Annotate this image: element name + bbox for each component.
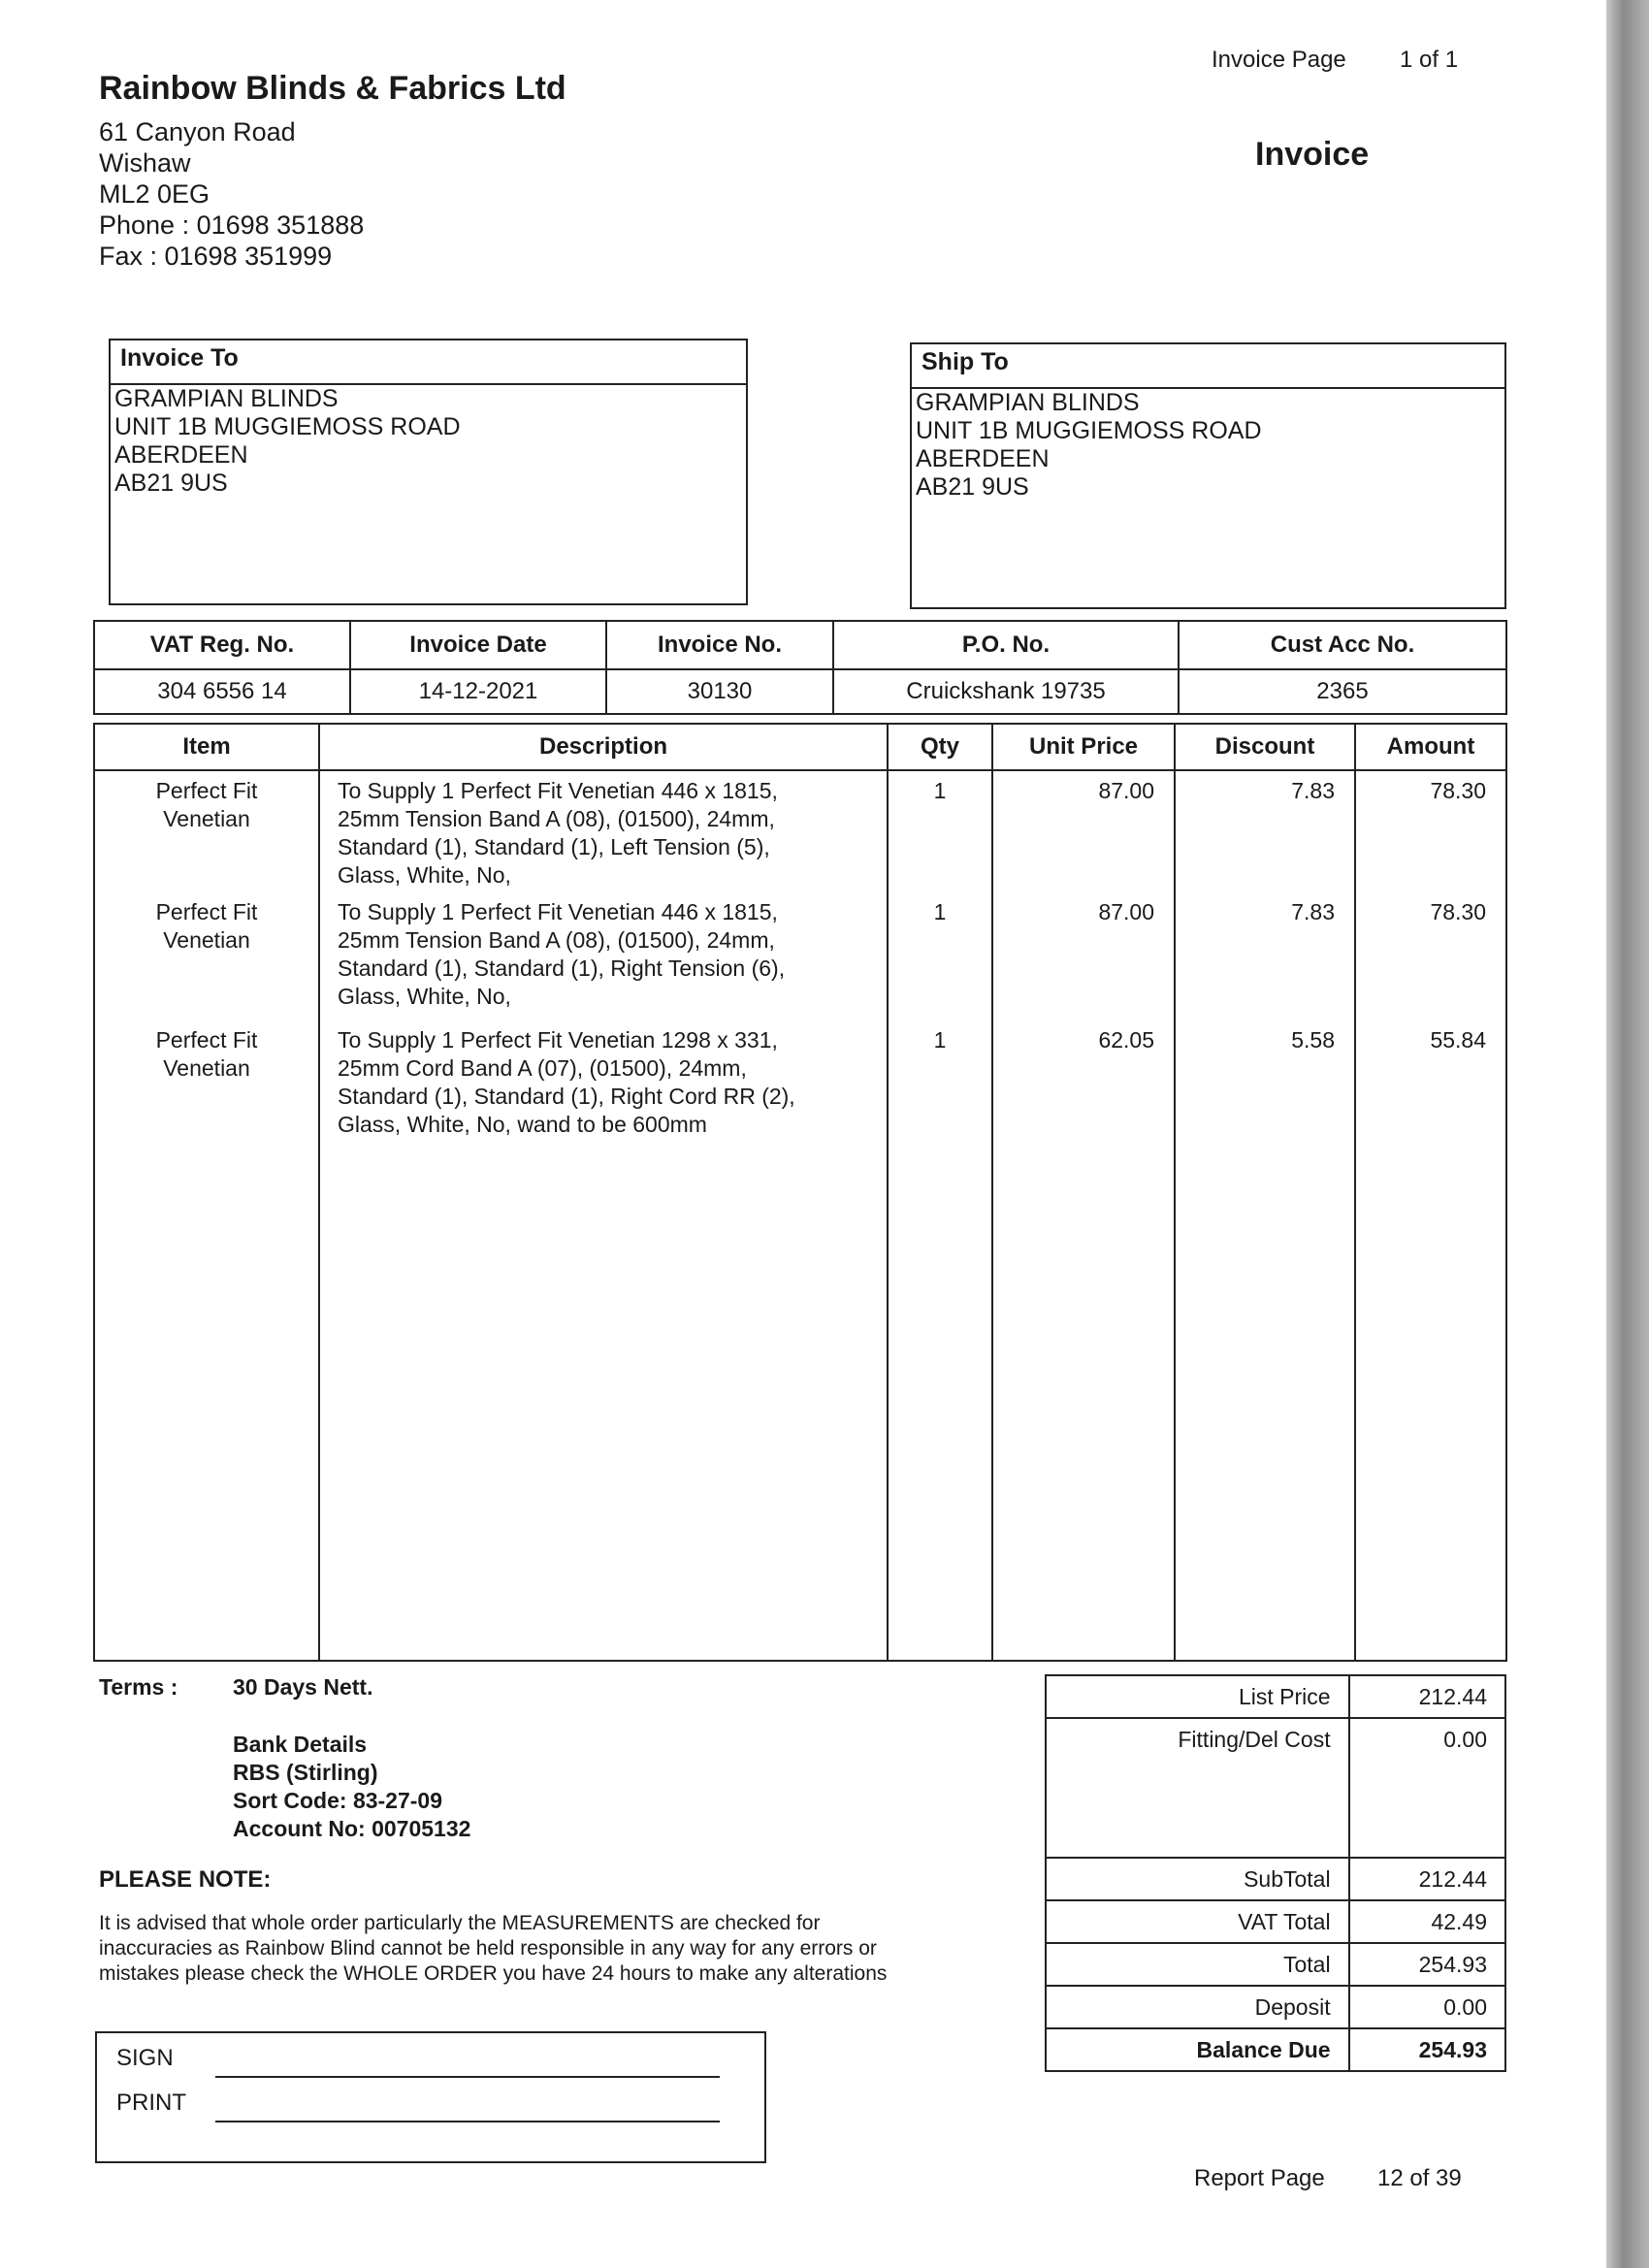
item-description: 25mm Tension Band A (08), (01500), 24mm,: [338, 806, 775, 831]
company-fax: Fax : 01698 351999: [99, 242, 333, 271]
item-description: Glass, White, No,: [338, 862, 511, 888]
subtotal-value: 212.44: [1349, 1858, 1505, 1900]
signature-box: [95, 2031, 766, 2163]
items-header: Discount: [1175, 724, 1355, 770]
item-discount: 7.83: [1175, 770, 1355, 898]
company-name: Rainbow Blinds & Fabrics Ltd: [99, 70, 566, 107]
company-address-line: Wishaw: [99, 148, 191, 178]
note-line: inaccuracies as Rainbow Blind cannot be held responsible in any way for any errors or: [99, 1937, 877, 1960]
note-title: PLEASE NOTE:: [99, 1866, 272, 1893]
item-name: Perfect Fit: [155, 778, 258, 803]
list-price-label: List Price: [1046, 1675, 1349, 1718]
ref-header: Invoice No.: [606, 621, 833, 669]
vat-total-label: VAT Total: [1046, 1900, 1349, 1943]
invoice-to-box: [109, 339, 748, 605]
ship-to-line: ABERDEEN: [916, 445, 1050, 472]
invoice-page-label: Invoice Page: [1212, 47, 1346, 73]
sort-code: Sort Code: 83-27-09: [233, 1788, 443, 1813]
item-amount: 55.84: [1355, 1026, 1506, 1661]
invoice-to-line: UNIT 1B MUGGIEMOSS ROAD: [114, 413, 461, 440]
total-value: 254.93: [1349, 1943, 1505, 1986]
items-header: Item: [94, 724, 319, 770]
account-number: Account No: 00705132: [233, 1816, 471, 1841]
item-description: Standard (1), Standard (1), Right Cord RR (2),: [338, 1084, 795, 1109]
note-line: mistakes please check the WHOLE ORDER you have 24 hours to make any alterations: [99, 1962, 888, 1985]
item-description: To Supply 1 Perfect Fit Venetian 446 x 1815,: [338, 899, 778, 924]
company-phone: Phone : 01698 351888: [99, 211, 365, 240]
fitting-cost-value: 0.00: [1349, 1718, 1505, 1858]
balance-due-label: Balance Due: [1046, 2028, 1349, 2071]
item-unit-price: 87.00: [992, 898, 1175, 1026]
ship-to-line: AB21 9US: [916, 473, 1029, 501]
deposit-value: 0.00: [1349, 1986, 1505, 2028]
line-items-table: [93, 723, 1507, 1662]
item-description: To Supply 1 Perfect Fit Venetian 446 x 1815,: [338, 778, 778, 803]
note-line: It is advised that whole order particularly the MEASUREMENTS are checked for: [99, 1912, 821, 1934]
items-header: Amount: [1355, 724, 1506, 770]
subtotal-label: SubTotal: [1046, 1858, 1349, 1900]
item-name: Perfect Fit: [155, 1027, 258, 1053]
item-name: Venetian: [163, 1055, 250, 1081]
print-label: PRINT: [116, 2090, 186, 2116]
items-header: Unit Price: [992, 724, 1175, 770]
vat-total-value: 42.49: [1349, 1900, 1505, 1943]
list-price-value: 212.44: [1349, 1675, 1505, 1718]
invoice-to-line: ABERDEEN: [114, 441, 248, 469]
totals-table: [1045, 1674, 1506, 2072]
item-description: Standard (1), Standard (1), Left Tension (5),: [338, 834, 770, 859]
item-amount: 78.30: [1355, 898, 1506, 1026]
reference-table: [93, 620, 1507, 715]
po-number-value: Cruickshank 19735: [833, 669, 1179, 714]
item-qty: 1: [888, 1026, 992, 1661]
item-name: Perfect Fit: [155, 899, 258, 924]
invoice-to-line: AB21 9US: [114, 470, 228, 497]
ship-to-line: GRAMPIAN BLINDS: [916, 389, 1140, 416]
vat-reg-value: 304 6556 14: [94, 669, 350, 714]
ship-to-title: Ship To: [912, 344, 1504, 389]
invoice-to-title: Invoice To: [111, 340, 746, 385]
terms-value: 30 Days Nett.: [233, 1674, 373, 1700]
invoice-to-line: GRAMPIAN BLINDS: [114, 385, 339, 412]
ref-header: Cust Acc No.: [1179, 621, 1506, 669]
item-discount: 7.83: [1175, 898, 1355, 1026]
invoice-date-value: 14-12-2021: [350, 669, 606, 714]
item-description: 25mm Tension Band A (08), (01500), 24mm,: [338, 927, 775, 953]
company-address-line: ML2 0EG: [99, 179, 210, 209]
print-line[interactable]: [215, 2119, 720, 2122]
invoice-number-value: 30130: [606, 669, 833, 714]
item-unit-price: 62.05: [992, 1026, 1175, 1661]
table-row: [94, 1026, 1506, 1661]
bank-name: RBS (Stirling): [233, 1760, 378, 1785]
item-description: Glass, White, No, wand to be 600mm: [338, 1112, 707, 1137]
bank-details: [233, 1731, 470, 1843]
fitting-cost-label: Fitting/Del Cost: [1046, 1718, 1349, 1858]
report-page-value: 12 of 39: [1377, 2165, 1462, 2191]
item-description: Standard (1), Standard (1), Right Tension (6),: [338, 956, 786, 981]
table-row: [94, 770, 1506, 898]
bank-details-title: Bank Details: [233, 1732, 368, 1757]
deposit-label: Deposit: [1046, 1986, 1349, 2028]
item-name: Venetian: [163, 806, 250, 831]
terms-label: Terms :: [99, 1674, 178, 1700]
ref-header: Invoice Date: [350, 621, 606, 669]
sign-label: SIGN: [116, 2045, 174, 2071]
table-row: [94, 898, 1506, 1026]
items-header: Description: [319, 724, 888, 770]
note-body: [99, 1911, 991, 1987]
item-description: Glass, White, No,: [338, 984, 511, 1009]
sign-line[interactable]: [215, 2074, 720, 2078]
invoice-page-value: 1 of 1: [1400, 47, 1459, 73]
items-header: Qty: [888, 724, 992, 770]
item-qty: 1: [888, 770, 992, 898]
ship-to-box: [910, 342, 1506, 609]
report-page-label: Report Page: [1194, 2165, 1325, 2191]
item-amount: 78.30: [1355, 770, 1506, 898]
item-qty: 1: [888, 898, 992, 1026]
item-unit-price: 87.00: [992, 770, 1175, 898]
item-name: Venetian: [163, 927, 250, 953]
item-description: 25mm Cord Band A (07), (01500), 24mm,: [338, 1055, 747, 1081]
ref-header: VAT Reg. No.: [94, 621, 350, 669]
company-address-line: 61 Canyon Road: [99, 117, 296, 146]
scan-page-edge: [1606, 0, 1649, 2268]
total-label: Total: [1046, 1943, 1349, 1986]
ship-to-line: UNIT 1B MUGGIEMOSS ROAD: [916, 417, 1262, 444]
document-title: Invoice: [1255, 136, 1370, 173]
balance-due-value: 254.93: [1349, 2028, 1505, 2071]
cust-acc-value: 2365: [1179, 669, 1506, 714]
item-discount: 5.58: [1175, 1026, 1355, 1661]
item-description: To Supply 1 Perfect Fit Venetian 1298 x 331,: [338, 1027, 778, 1053]
ref-header: P.O. No.: [833, 621, 1179, 669]
